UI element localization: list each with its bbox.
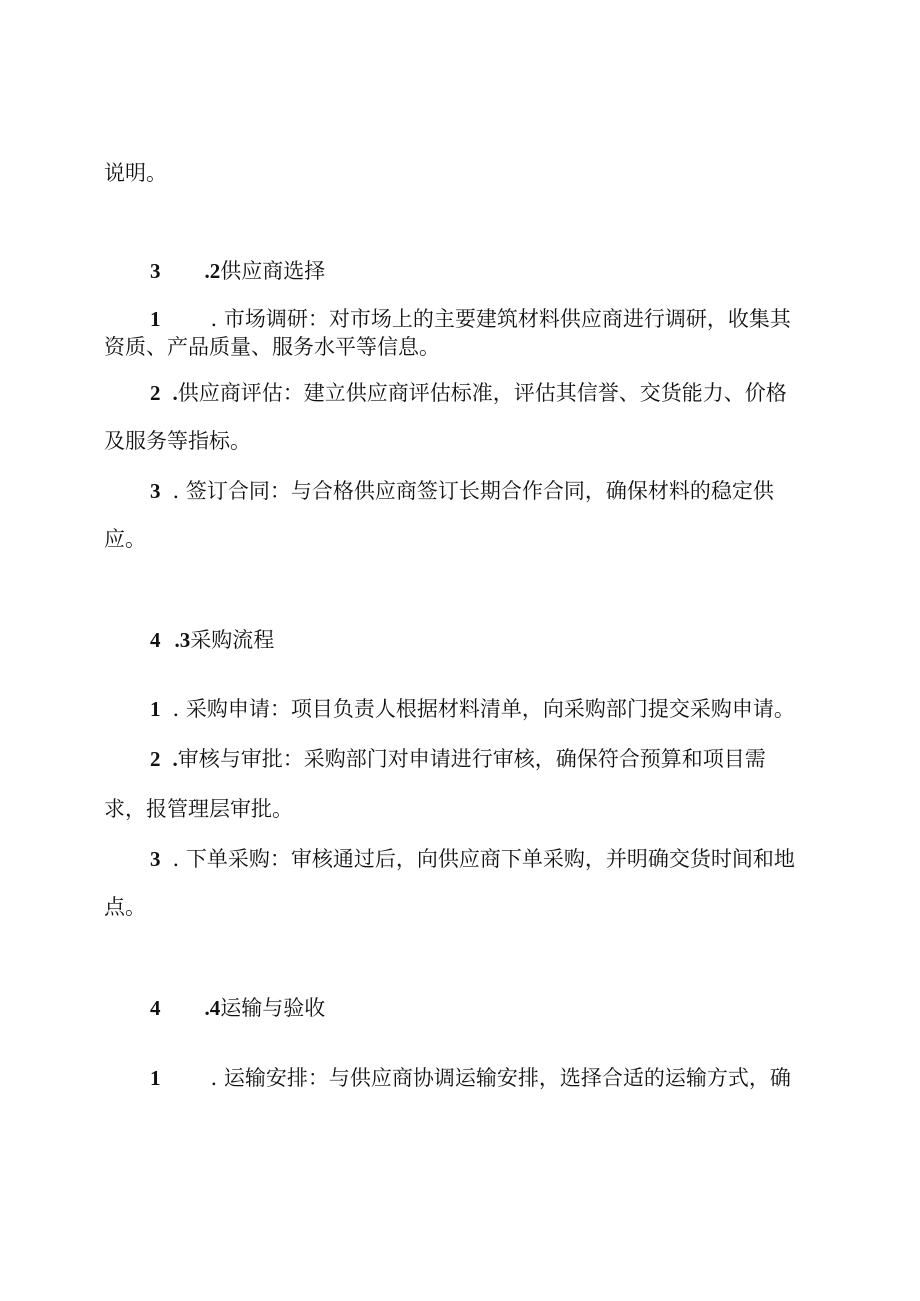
list-item (150, 746, 766, 772)
heading-number-minor: .2 (204, 259, 221, 283)
list-item (150, 1065, 791, 1091)
continuation-text: 说明。 (104, 161, 167, 185)
list-item (150, 380, 787, 406)
item-text: 采购申请：项目负责人根据材料清单，向采购部门提交采购申请。 (185, 697, 795, 721)
item-separator: . (172, 747, 178, 771)
list-item (150, 306, 791, 332)
heading-number-major: 3 (150, 259, 161, 283)
item-text-continued: 求，报管理层审批。 (104, 797, 293, 821)
item-separator: . (210, 307, 224, 331)
item-number: 3 (150, 479, 161, 503)
item-text: 审核与审批：采购部门对申请进行审核，确保符合预算和项目需 (177, 747, 766, 771)
heading-number-major: 4 (150, 628, 161, 652)
item-text-continued: 及服务等指标。 (104, 429, 251, 453)
item-number: 3 (150, 847, 161, 871)
item-number: 2 (150, 381, 161, 405)
item-text: 供应商评估：建立供应商评估标准，评估其信誉、交货能力、价格 (177, 381, 787, 405)
item-text: 运输安排：与供应商协调运输安排，选择合适的运输方式，确 (223, 1066, 791, 1090)
item-number: 1 (150, 1066, 161, 1090)
item-text: 签订合同：与合格供应商签订长期合作合同，确保材料的稳定供 (185, 479, 774, 503)
item-separator: . (210, 1066, 224, 1090)
item-separator: . (172, 697, 186, 721)
item-number: 1 (150, 697, 161, 721)
item-text: 下单采购：审核通过后，向供应商下单采购，并明确交货时间和地 (185, 847, 795, 871)
item-separator: . (172, 479, 186, 503)
item-text-continued: 应。 (104, 527, 146, 551)
item-separator: . (172, 847, 186, 871)
list-item (150, 846, 795, 872)
item-text-continued: 资质、产品质量、服务水平等信息。 (104, 335, 440, 359)
heading-number-minor: .4 (204, 996, 221, 1020)
item-text: 市场调研：对市场上的主要建筑材料供应商进行调研，收集其 (223, 307, 791, 331)
item-number: 1 (150, 307, 161, 331)
section-heading-4-4 (150, 995, 325, 1021)
item-number: 2 (150, 747, 161, 771)
heading-title: 采购流程 (190, 628, 275, 652)
section-heading-4-3 (150, 627, 274, 653)
heading-number-major: 4 (150, 996, 161, 1020)
heading-title: 运输与验收 (220, 996, 326, 1020)
item-separator: . (172, 381, 178, 405)
item-text-continued: 点。 (104, 895, 146, 919)
list-item (150, 478, 774, 504)
section-heading-3-2 (150, 258, 325, 284)
heading-number-minor: .3 (174, 628, 191, 652)
heading-title: 供应商选择 (220, 259, 326, 283)
list-item (150, 696, 795, 722)
